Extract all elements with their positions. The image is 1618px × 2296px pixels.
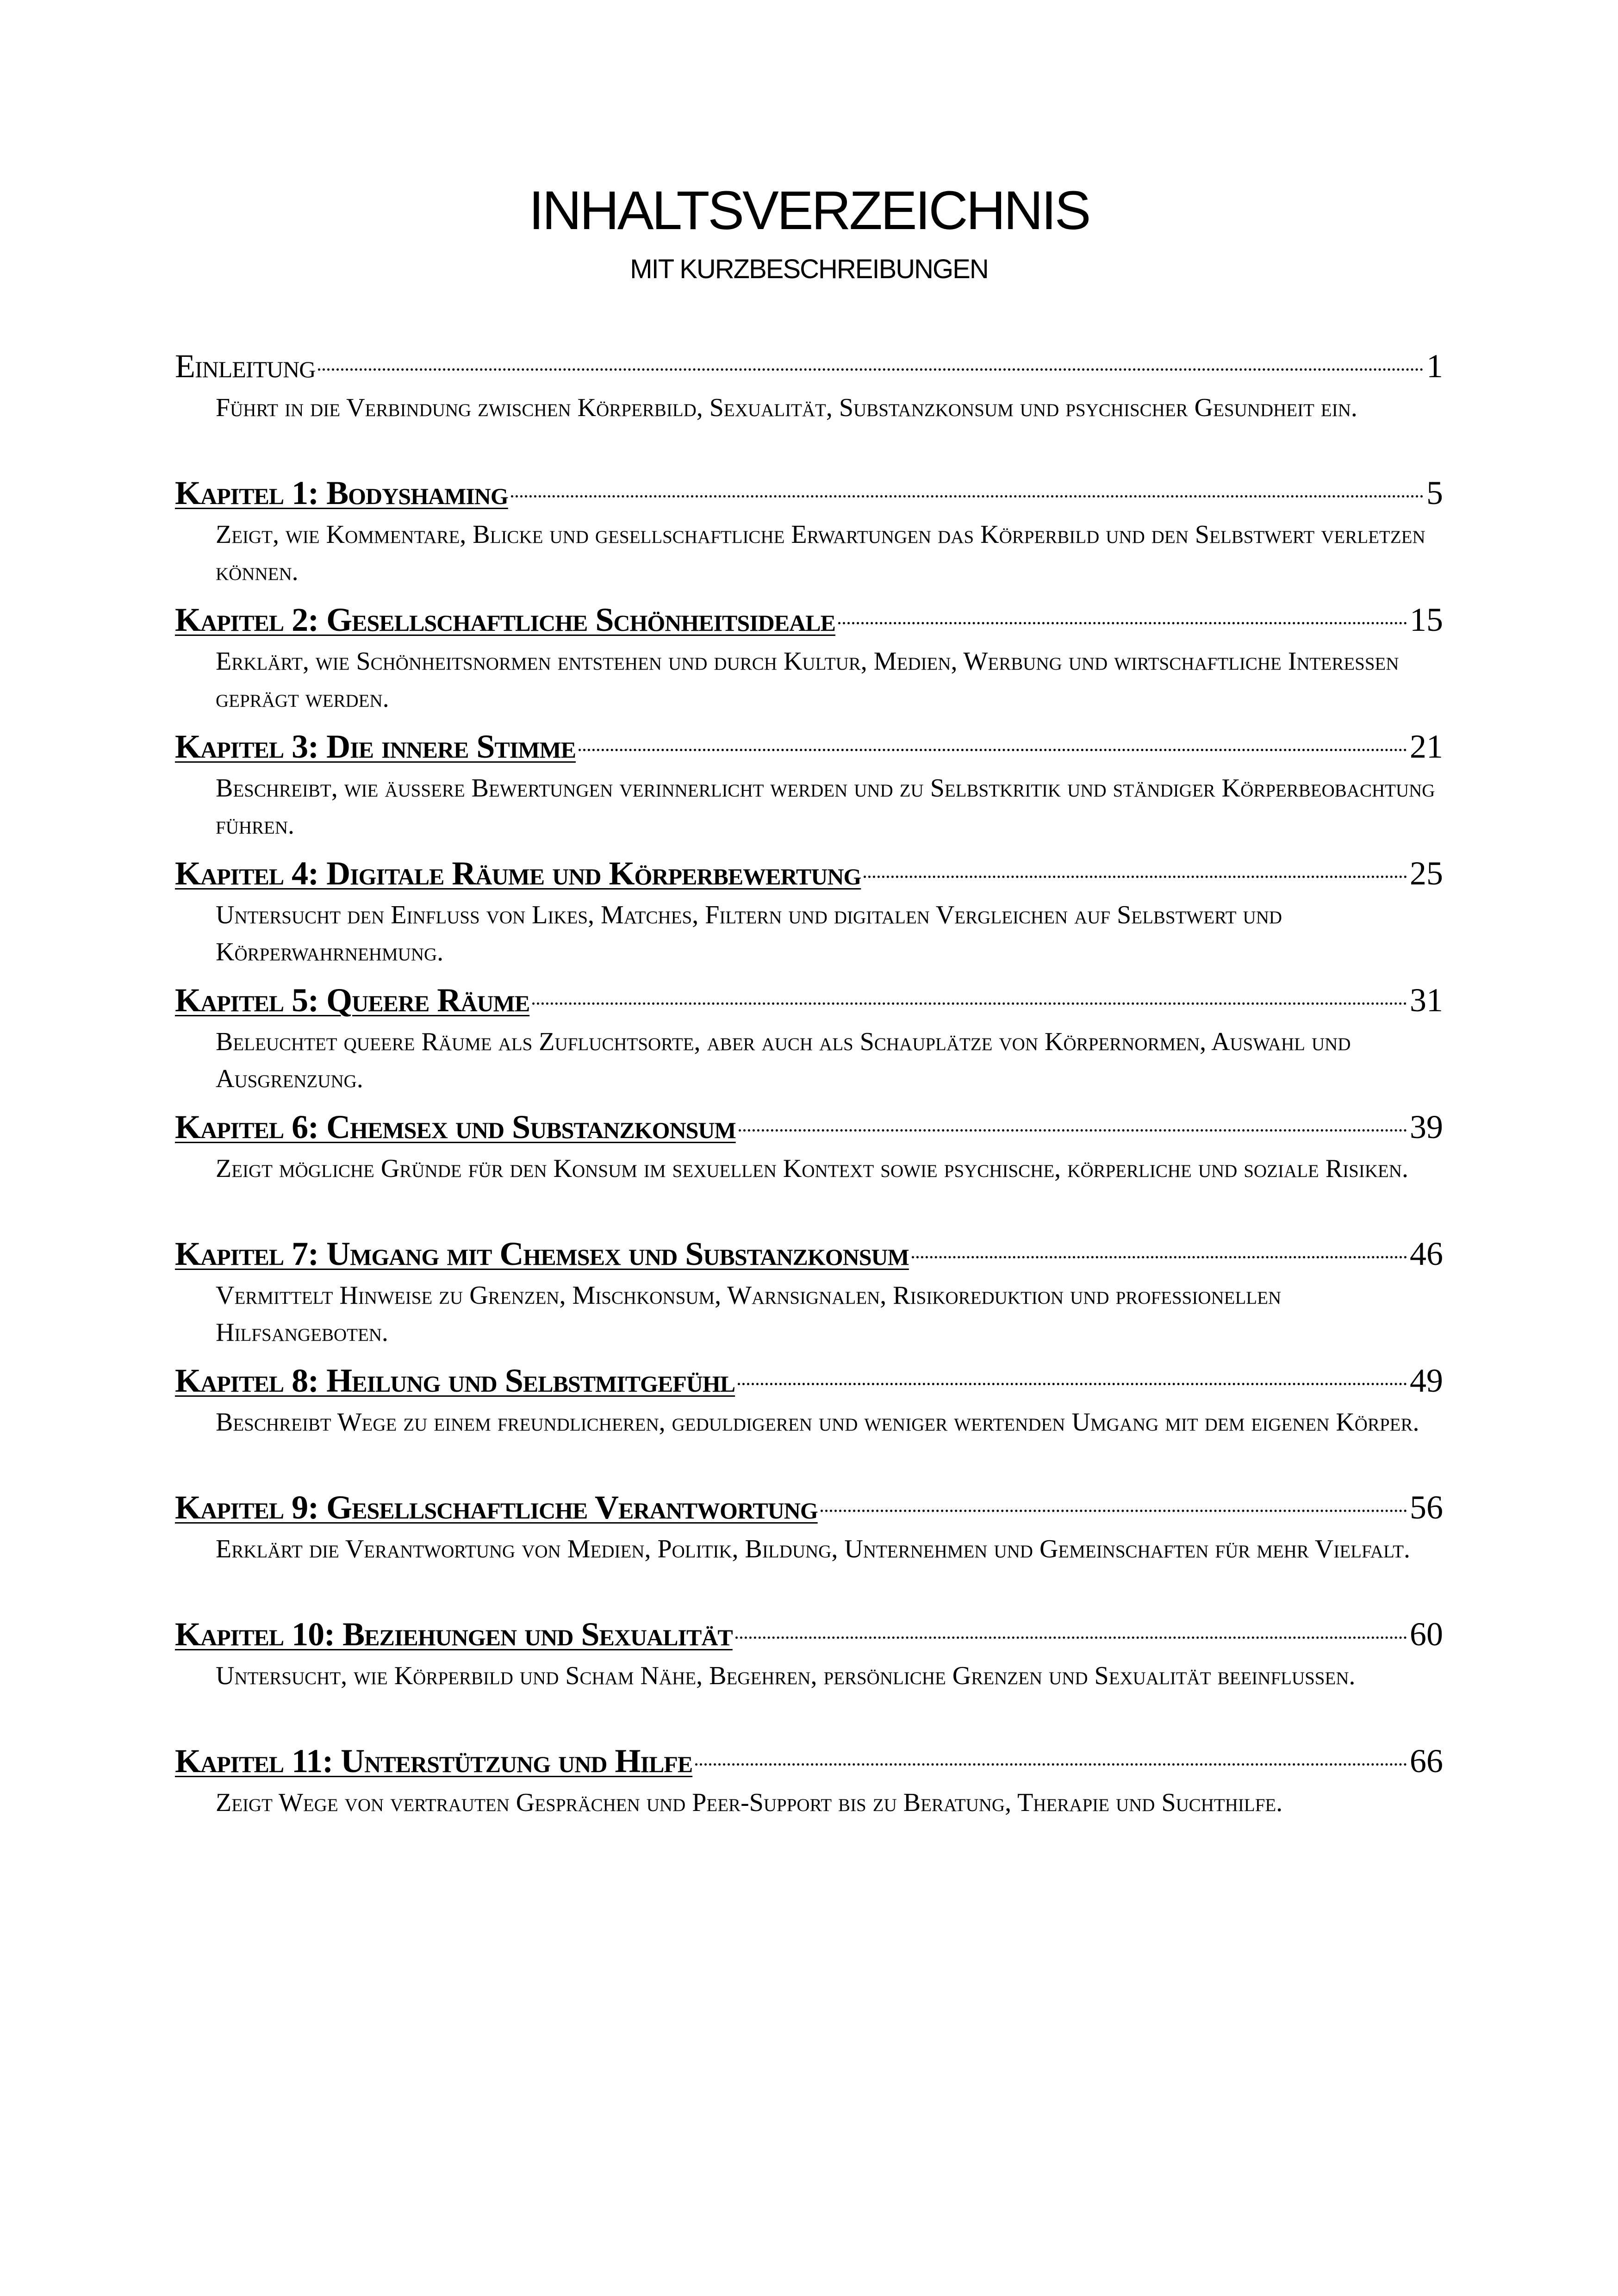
page-subtitle: MIT KURZBESCHREIBUNGEN <box>630 254 988 284</box>
toc-entry-line[interactable] <box>175 1232 1443 1275</box>
toc-entry-page-number: 60 <box>1410 1616 1443 1653</box>
toc-entry-line[interactable] <box>175 472 1443 514</box>
dot-leader <box>864 876 1407 878</box>
toc-entry-description: Erklärt die Verantwortung von Medien, Politik, Bildung, Unternehmen und Gemeinschaften für mehr Vielfalt. <box>216 1535 1411 1563</box>
toc-entry-description: Zeigt mögliche Gründe für den Konsum im sexuellen Kontext sowie psychische, körperliche und soziale Risiken. <box>216 1154 1408 1183</box>
toc-entry-line[interactable] <box>175 725 1443 768</box>
table-of-contents <box>175 345 1443 1867</box>
toc-entry-page-number: 66 <box>1410 1742 1443 1780</box>
toc-entry-page-number: 21 <box>1410 728 1443 765</box>
toc-entry-description: Untersucht, wie Körperbild und Scham Nähe, Begehren, persönliche Grenzen und Sexualität beeinflussen. <box>216 1661 1356 1690</box>
dot-leader <box>511 495 1424 498</box>
toc-entry-chapter-7 <box>175 1232 1443 1359</box>
toc-entry-line[interactable] <box>175 979 1443 1021</box>
dot-leader <box>695 1763 1407 1766</box>
toc-entry-page-number: 15 <box>1410 601 1443 638</box>
dot-leader <box>318 368 1424 371</box>
toc-entry-description: Zeigt, wie Kommentare, Blicke und gesellschaftliche Erwartungen das Körperbild und den Selbstwert verletzen können. <box>216 520 1425 586</box>
toc-entry-page-number: 56 <box>1410 1489 1443 1526</box>
dot-leader <box>579 749 1407 751</box>
toc-entry-chapter-3 <box>175 725 1443 852</box>
toc-entry-description: Beschreibt, wie äussere Bewertungen verinnerlicht werden und zu Selbstkritik und ständiger Körperbeobachtung führen. <box>216 774 1435 840</box>
toc-entry-chapter-4 <box>175 852 1443 979</box>
toc-entry-description: Beschreibt Wege zu einem freundlicheren, geduldigeren und weniger wertenden Umgang mit dem eigenen Körper. <box>216 1408 1419 1437</box>
toc-entry-title: Einleitung <box>175 348 316 385</box>
toc-entry-line[interactable] <box>175 1486 1443 1529</box>
dot-leader <box>735 1636 1407 1639</box>
toc-entry-page-number: 25 <box>1410 855 1443 892</box>
toc-entry-description: Führt in die Verbindung zwischen Körperbild, Sexualität, Substanzkonsum und psychischer Gesundheit ein. <box>216 393 1357 422</box>
toc-entry-page-number: 1 <box>1426 348 1443 385</box>
toc-entry-title: Kapitel 7: Umgang mit Chemsex und Substanzkonsum <box>175 1235 909 1272</box>
toc-entry-description: Zeigt Wege von vertrauten Gesprächen und Peer-Support bis zu Beratung, Therapie und Suchthilfe. <box>216 1788 1283 1817</box>
toc-entry-title: Kapitel 9: Gesellschaftliche Verantwortung <box>175 1489 818 1526</box>
dot-leader <box>838 622 1407 624</box>
toc-entry-chapter-5 <box>175 979 1443 1106</box>
toc-entry-title: Kapitel 1: Bodyshaming <box>175 474 508 511</box>
toc-entry-line[interactable] <box>175 598 1443 641</box>
page-title: INHALTSVERZEICHNIS <box>529 180 1089 241</box>
toc-entry-page-number: 31 <box>1410 982 1443 1019</box>
dot-leader <box>739 1129 1407 1132</box>
toc-entry-page-number: 46 <box>1410 1235 1443 1272</box>
toc-entry-title: Kapitel 10: Beziehungen und Sexualität <box>175 1616 733 1653</box>
toc-entry-title: Kapitel 3: Die innere Stimme <box>175 728 576 765</box>
toc-entry-title: Kapitel 5: Queere Räume <box>175 982 530 1019</box>
page-header <box>0 176 1618 288</box>
toc-entry-line[interactable] <box>175 1740 1443 1782</box>
toc-entry-line[interactable] <box>175 345 1443 387</box>
toc-entry-page-number: 49 <box>1410 1362 1443 1399</box>
toc-entry-chapter-6 <box>175 1106 1443 1232</box>
toc-entry-description: Erklärt, wie Schönheitsnormen entstehen und durch Kultur, Medien, Werbung und wirtschaftliche Interessen geprägt werden. <box>216 647 1399 713</box>
toc-entry-chapter-10 <box>175 1613 1443 1740</box>
toc-entry-line[interactable] <box>175 852 1443 895</box>
toc-entry-chapter-11 <box>175 1740 1443 1867</box>
dot-leader <box>912 1256 1407 1258</box>
toc-entry-description: Vermittelt Hinweise zu Grenzen, Mischkonsum, Warnsignalen, Risikoreduktion und professionellen Hilfsangeboten. <box>216 1281 1282 1347</box>
toc-entry-page-number: 39 <box>1410 1108 1443 1145</box>
toc-entry-chapter-1 <box>175 472 1443 598</box>
dot-leader <box>821 1510 1407 1512</box>
toc-entry-line[interactable] <box>175 1359 1443 1402</box>
dot-leader <box>738 1383 1407 1385</box>
toc-entry-title: Kapitel 8: Heilung und Selbstmitgefühl <box>175 1362 735 1399</box>
toc-entry-description: Beleuchtet queere Räume als Zufluchtsorte, aber auch als Schauplätze von Körpernormen, Auswahl und Ausgrenzung. <box>216 1027 1351 1093</box>
toc-entry-page-number: 5 <box>1426 474 1443 511</box>
toc-entry-chapter-8 <box>175 1359 1443 1486</box>
toc-entry-title: Kapitel 11: Unterstützung und Hilfe <box>175 1742 693 1780</box>
toc-entry-title: Kapitel 6: Chemsex und Substanzkonsum <box>175 1108 736 1145</box>
toc-entry-chapter-2 <box>175 598 1443 725</box>
toc-entry-title: Kapitel 4: Digitale Räume und Körperbewertung <box>175 855 861 892</box>
toc-entry-introduction <box>175 345 1443 472</box>
toc-entry-line[interactable] <box>175 1613 1443 1655</box>
toc-entry-line[interactable] <box>175 1106 1443 1148</box>
toc-entry-chapter-9 <box>175 1486 1443 1613</box>
toc-entry-title: Kapitel 2: Gesellschaftliche Schönheitsideale <box>175 601 835 638</box>
dot-leader <box>532 1002 1407 1005</box>
toc-entry-description: Untersucht den Einfluss von Likes, Matches, Filtern und digitalen Vergleichen auf Selbstwert und Körperwahrnehmung. <box>216 901 1282 966</box>
